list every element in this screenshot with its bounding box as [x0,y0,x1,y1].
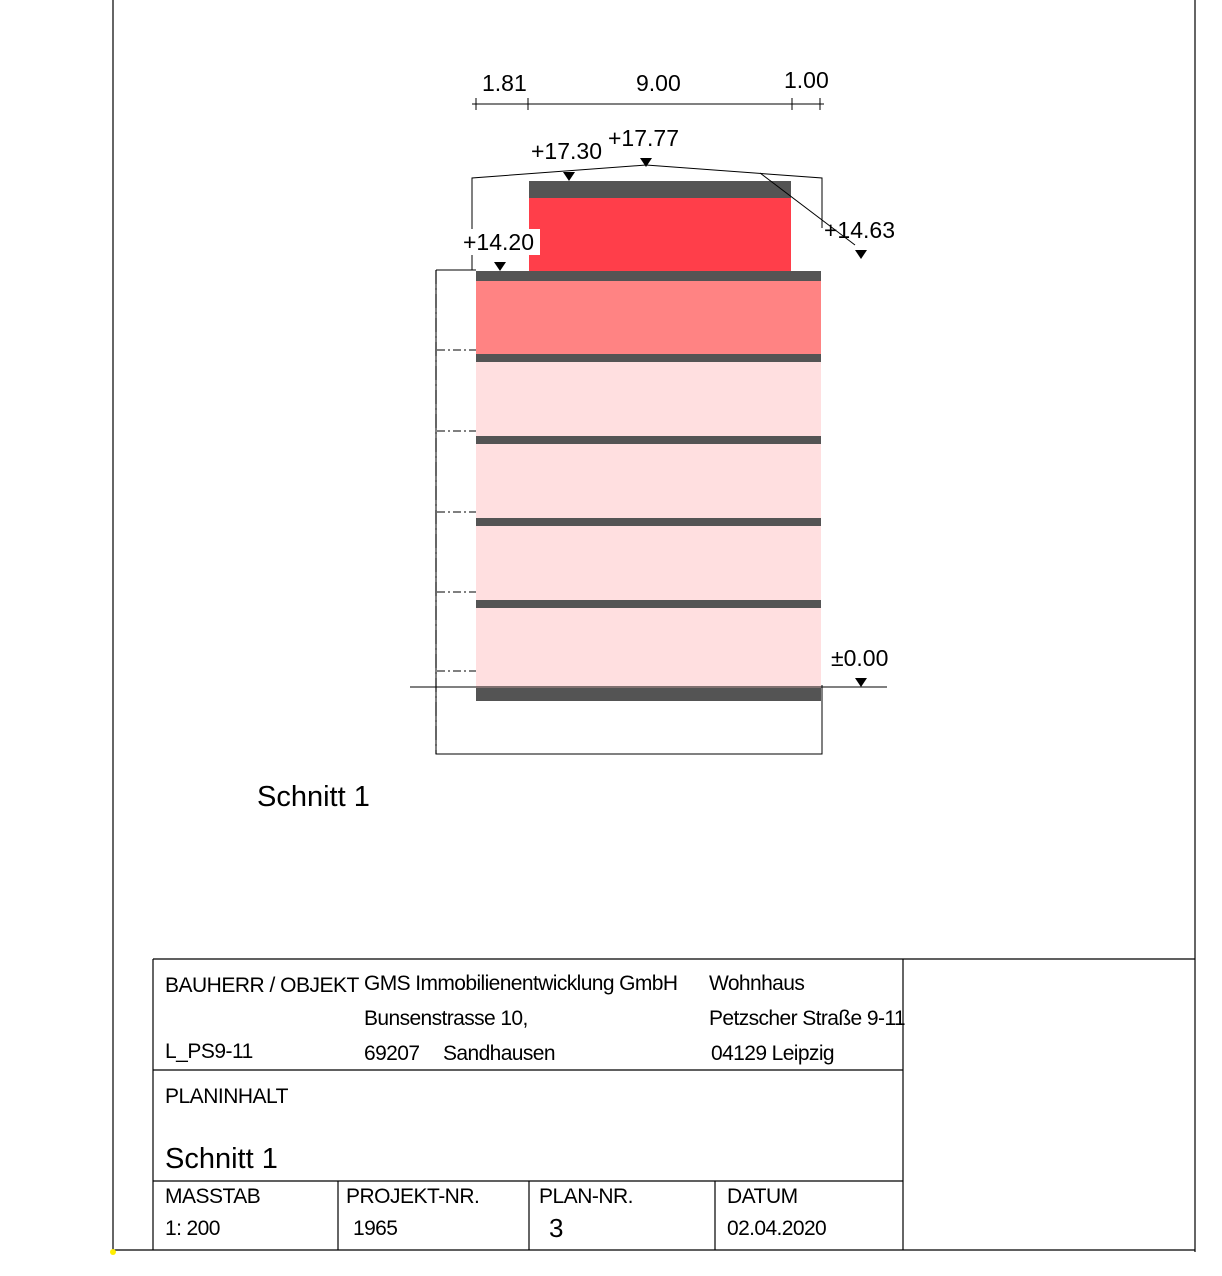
plan-no-label: PLAN-NR. [539,1185,634,1208]
level-ridge-top: +17.77 [608,125,679,151]
corner-marker [110,1249,116,1255]
level-ridge-left: +17.30 [531,138,602,164]
level-triangle-icon [494,262,506,271]
client-name: GMS Immobilienentwicklung GmbH [364,972,678,995]
project-no-value: 1965 [353,1217,398,1240]
owner-label: BAUHERR / OBJEKT [165,974,359,997]
scale-value: 1: 200 [165,1217,220,1240]
project-code: L_PS9-11 [165,1040,253,1063]
plan-content-label: PLANINHALT [165,1085,288,1108]
object-zip-city: 04129 Leipzig [711,1042,834,1065]
top-floor [476,281,821,354]
scale-label: MASSTAB [165,1185,261,1208]
foundation-slab [476,688,821,701]
level-triangle-icon [855,678,867,687]
client-street: Bunsenstrasse 10, [364,1007,528,1030]
slab [476,271,821,281]
slab [476,600,821,608]
object-type: Wohnhaus [709,972,805,995]
dimension-middle: 9.00 [636,70,681,96]
slab [476,436,821,444]
title-block [153,959,1195,1250]
level-eaves-right: +14.63 [824,217,895,243]
level-triangle-icon [563,172,575,181]
slab [476,354,821,362]
floor-2 [476,444,821,518]
level-eaves-left: +14.20 [463,229,534,255]
dimension-right: 1.00 [784,67,829,93]
section-drawing [410,67,895,754]
date-label: DATUM [727,1185,798,1208]
object-street: Petzscher Straße 9-11 [709,1007,905,1030]
drawing-title: Schnitt 1 [257,781,370,813]
slab [476,518,821,526]
ground-floor [476,608,821,688]
plan-no-value: 3 [549,1213,564,1243]
plan-content: Schnitt 1 [165,1143,278,1175]
floor-3 [476,362,821,436]
level-ground: ±0.00 [831,645,889,671]
floor-1 [476,526,821,600]
date-value: 02.04.2020 [727,1217,827,1240]
client-zip: 69207 [364,1042,420,1065]
project-no-label: PROJEKT-NR. [346,1185,480,1208]
level-triangle-icon [855,250,867,259]
client-city: Sandhausen [443,1042,555,1065]
title-block-text [165,972,905,1243]
attic-floor [529,198,791,271]
dimension-left: 1.81 [482,70,527,96]
roof-slab [529,181,791,198]
